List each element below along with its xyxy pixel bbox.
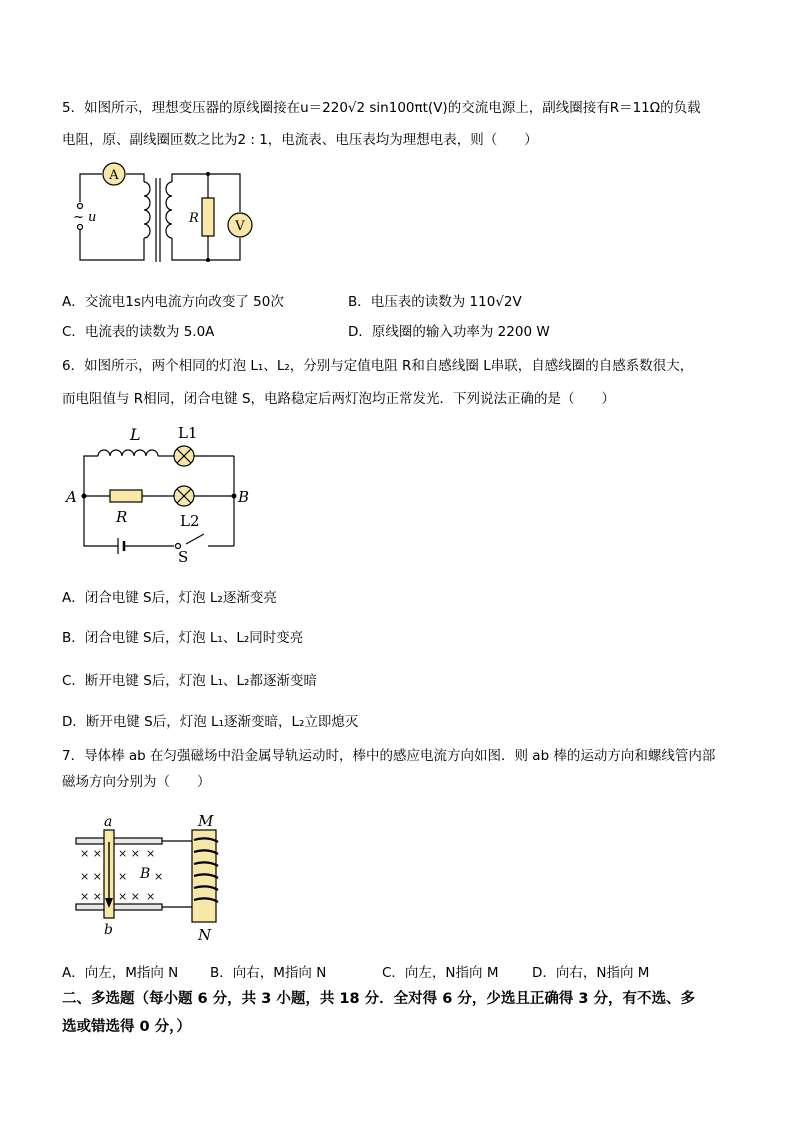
q7-option-a: A．向左，M指向 N	[62, 965, 179, 981]
resistor-label: R	[189, 211, 199, 226]
svg-text:× ×: × ×	[80, 870, 102, 883]
resistor-r-label: R	[116, 508, 128, 526]
q7-stem-line1: 7．导体棒 ab 在匀强磁场中沿金属导轨运动时，棒中的感应电流方向如图．则 ab 棒的运动方向和螺线管内部	[62, 748, 716, 764]
q6-option-a: A．闭合电键 S后，灯泡 L₂逐渐变亮	[62, 590, 277, 606]
voltmeter-label: V	[235, 219, 245, 234]
section2-heading-line2: 选或错选得 0 分，）	[62, 1019, 191, 1035]
solenoid-m-label: M	[198, 812, 214, 830]
q5-transformer-circuit	[68, 160, 278, 272]
source-label: ~ u	[73, 210, 97, 225]
svg-text:×: ×	[146, 847, 156, 860]
lamp2-label: L2	[180, 512, 200, 530]
node-b-label: B	[238, 488, 250, 506]
solenoid-n-label: N	[198, 926, 212, 944]
q5-stem-line1: 5．如图所示，理想变压器的原线圈接在u＝220√2 sin100πt(V)的交流电源上，副线圈接有R＝11Ω的负载	[62, 100, 701, 116]
svg-text:× ×: × ×	[118, 847, 140, 860]
q5-option-c: C．电流表的读数为 5.0A	[62, 324, 215, 340]
q7-rail-solenoid	[68, 812, 238, 944]
inductor-label: L	[130, 425, 141, 444]
svg-text:× ×: × ×	[80, 890, 102, 903]
q6-inductor-circuit	[62, 420, 262, 566]
rod-end-a-label: a	[104, 814, 113, 830]
q5-option-b: B．电压表的读数为 110√2V	[348, 294, 522, 310]
svg-text:×: ×	[118, 870, 128, 883]
switch-label: S	[178, 548, 189, 566]
q6-option-c: C．断开电键 S后，灯泡 L₁、L₂都逐渐变暗	[62, 673, 317, 689]
q7-option-b: B．向右，M指向 N	[210, 965, 327, 981]
q7-option-c: C．向左，N指向 M	[382, 965, 499, 981]
q7-stem-line2: 磁场方向分别为（ ）	[62, 774, 211, 790]
node-a-label: A	[66, 488, 77, 506]
field-label: B	[140, 866, 151, 882]
q7-option-d: D．向右，N指向 M	[532, 965, 650, 981]
q6-option-b: B．闭合电键 S后，灯泡 L₁、L₂同时变亮	[62, 630, 304, 646]
q5-stem-line2: 电阻，原、副线圈匝数之比为2 : 1，电流表、电压表均为理想电表，则（ ）	[62, 132, 538, 148]
svg-text:× ×: × ×	[118, 890, 140, 903]
lamp1-label: L1	[178, 424, 198, 442]
q5-option-a: A．交流电1s内电流方向改变了 50次	[62, 294, 284, 310]
ammeter-label: A	[109, 168, 119, 183]
q5-option-d: D．原线圈的输入功率为 2200 W	[348, 324, 550, 340]
rod-end-b-label: b	[104, 922, 113, 938]
svg-text:× ×: × ×	[80, 847, 102, 860]
q6-option-d: D．断开电键 S后，灯泡 L₁逐渐变暗，L₂立即熄灭	[62, 714, 359, 730]
svg-text:×: ×	[146, 890, 156, 903]
q6-stem-line2: 而电阻值与 R相同，闭合电键 S，电路稳定后两灯泡均正常发光．下列说法正确的是（ ）	[62, 391, 616, 407]
q6-stem-line1: 6．如图所示，两个相同的灯泡 L₁、L₂，分别与定值电阻 R和自感线圈 L串联，自感线圈的自感系数很大，	[62, 358, 694, 374]
svg-text:×: ×	[154, 870, 164, 883]
section2-heading-line1: 二、多选题（每小题 6 分，共 3 小题，共 18 分．全对得 6 分，少选且正确得 3 分，有不选、多	[62, 991, 696, 1007]
